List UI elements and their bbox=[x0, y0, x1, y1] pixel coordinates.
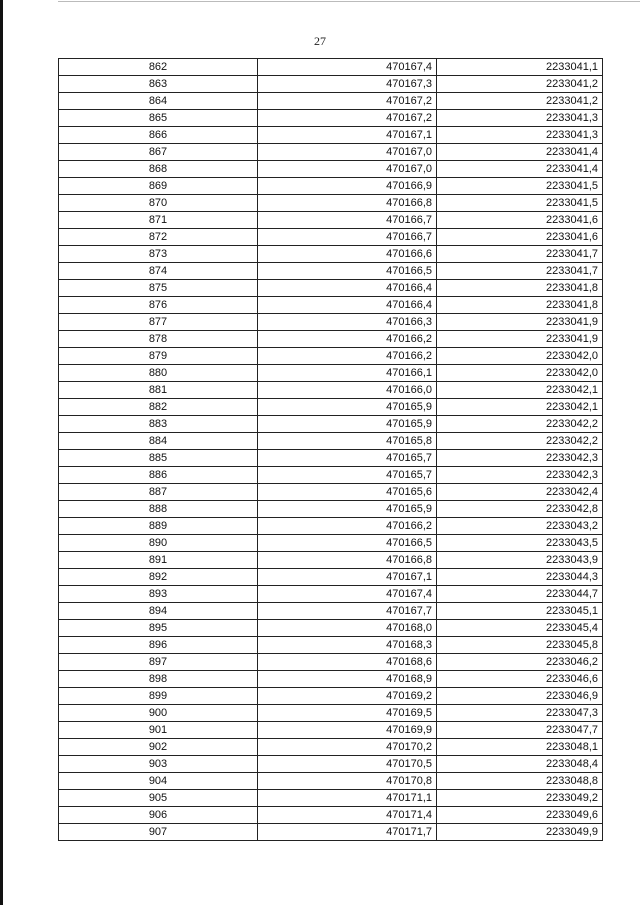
point-number-cell: 884 bbox=[59, 433, 258, 450]
y-coordinate-cell: 2233047,3 bbox=[437, 705, 603, 722]
table-row bbox=[59, 161, 603, 178]
coordinates-table bbox=[58, 58, 603, 841]
y-coordinate-cell: 2233042,0 bbox=[437, 365, 603, 382]
table-row bbox=[59, 535, 603, 552]
x-coordinate-cell: 470169,2 bbox=[258, 688, 437, 705]
y-coordinate-cell: 2233046,6 bbox=[437, 671, 603, 688]
y-coordinate-cell: 2233042,1 bbox=[437, 382, 603, 399]
table-row bbox=[59, 348, 603, 365]
y-coordinate-cell: 2233048,1 bbox=[437, 739, 603, 756]
table-row bbox=[59, 773, 603, 790]
point-number-cell: 882 bbox=[59, 399, 258, 416]
point-number-cell: 864 bbox=[59, 93, 258, 110]
y-coordinate-cell: 2233046,9 bbox=[437, 688, 603, 705]
x-coordinate-cell: 470165,9 bbox=[258, 416, 437, 433]
y-coordinate-cell: 2233049,9 bbox=[437, 824, 603, 841]
table-row bbox=[59, 450, 603, 467]
page-number: 27 bbox=[314, 34, 326, 48]
x-coordinate-cell: 470171,7 bbox=[258, 824, 437, 841]
top-rule bbox=[58, 1, 640, 2]
x-coordinate-cell: 470171,4 bbox=[258, 807, 437, 824]
y-coordinate-cell: 2233043,2 bbox=[437, 518, 603, 535]
x-coordinate-cell: 470169,5 bbox=[258, 705, 437, 722]
table-row bbox=[59, 76, 603, 93]
table-row bbox=[59, 739, 603, 756]
table-row bbox=[59, 637, 603, 654]
y-coordinate-cell: 2233043,9 bbox=[437, 552, 603, 569]
y-coordinate-cell: 2233045,8 bbox=[437, 637, 603, 654]
point-number-cell: 880 bbox=[59, 365, 258, 382]
x-coordinate-cell: 470166,8 bbox=[258, 552, 437, 569]
y-coordinate-cell: 2233042,2 bbox=[437, 416, 603, 433]
x-coordinate-cell: 470170,2 bbox=[258, 739, 437, 756]
point-number-cell: 891 bbox=[59, 552, 258, 569]
y-coordinate-cell: 2233041,8 bbox=[437, 280, 603, 297]
point-number-cell: 872 bbox=[59, 229, 258, 246]
x-coordinate-cell: 470171,1 bbox=[258, 790, 437, 807]
x-coordinate-cell: 470167,7 bbox=[258, 603, 437, 620]
table-row bbox=[59, 416, 603, 433]
x-coordinate-cell: 470167,4 bbox=[258, 59, 437, 76]
point-number-cell: 869 bbox=[59, 178, 258, 195]
table-row bbox=[59, 671, 603, 688]
point-number-cell: 865 bbox=[59, 110, 258, 127]
y-coordinate-cell: 2233041,3 bbox=[437, 110, 603, 127]
y-coordinate-cell: 2233042,3 bbox=[437, 450, 603, 467]
point-number-cell: 866 bbox=[59, 127, 258, 144]
point-number-cell: 883 bbox=[59, 416, 258, 433]
x-coordinate-cell: 470167,3 bbox=[258, 76, 437, 93]
table-row bbox=[59, 297, 603, 314]
point-number-cell: 874 bbox=[59, 263, 258, 280]
point-number-cell: 886 bbox=[59, 467, 258, 484]
y-coordinate-cell: 2233044,3 bbox=[437, 569, 603, 586]
x-coordinate-cell: 470165,9 bbox=[258, 501, 437, 518]
y-coordinate-cell: 2233041,7 bbox=[437, 263, 603, 280]
table-row bbox=[59, 484, 603, 501]
y-coordinate-cell: 2233041,5 bbox=[437, 195, 603, 212]
point-number-cell: 897 bbox=[59, 654, 258, 671]
table-row bbox=[59, 365, 603, 382]
x-coordinate-cell: 470169,9 bbox=[258, 722, 437, 739]
point-number-cell: 898 bbox=[59, 671, 258, 688]
y-coordinate-cell: 2233044,7 bbox=[437, 586, 603, 603]
y-coordinate-cell: 2233041,9 bbox=[437, 314, 603, 331]
y-coordinate-cell: 2233041,2 bbox=[437, 93, 603, 110]
x-coordinate-cell: 470166,0 bbox=[258, 382, 437, 399]
x-coordinate-cell: 470165,6 bbox=[258, 484, 437, 501]
table-row bbox=[59, 807, 603, 824]
point-number-cell: 903 bbox=[59, 756, 258, 773]
y-coordinate-cell: 2233049,6 bbox=[437, 807, 603, 824]
point-number-cell: 889 bbox=[59, 518, 258, 535]
y-coordinate-cell: 2233041,1 bbox=[437, 59, 603, 76]
y-coordinate-cell: 2233041,3 bbox=[437, 127, 603, 144]
table-row bbox=[59, 433, 603, 450]
y-coordinate-cell: 2233045,4 bbox=[437, 620, 603, 637]
table-row bbox=[59, 399, 603, 416]
table-row bbox=[59, 110, 603, 127]
y-coordinate-cell: 2233042,8 bbox=[437, 501, 603, 518]
table-row bbox=[59, 501, 603, 518]
table-row bbox=[59, 569, 603, 586]
x-coordinate-cell: 470166,3 bbox=[258, 314, 437, 331]
point-number-cell: 901 bbox=[59, 722, 258, 739]
table-row bbox=[59, 144, 603, 161]
y-coordinate-cell: 2233045,1 bbox=[437, 603, 603, 620]
x-coordinate-cell: 470166,8 bbox=[258, 195, 437, 212]
x-coordinate-cell: 470166,2 bbox=[258, 331, 437, 348]
table-row bbox=[59, 824, 603, 841]
x-coordinate-cell: 470168,3 bbox=[258, 637, 437, 654]
y-coordinate-cell: 2233042,1 bbox=[437, 399, 603, 416]
table-row bbox=[59, 688, 603, 705]
point-number-cell: 895 bbox=[59, 620, 258, 637]
binding-edge bbox=[0, 0, 3, 905]
point-number-cell: 896 bbox=[59, 637, 258, 654]
x-coordinate-cell: 470166,6 bbox=[258, 246, 437, 263]
y-coordinate-cell: 2233042,3 bbox=[437, 467, 603, 484]
table-row bbox=[59, 212, 603, 229]
x-coordinate-cell: 470166,5 bbox=[258, 535, 437, 552]
x-coordinate-cell: 470166,4 bbox=[258, 280, 437, 297]
table-row bbox=[59, 331, 603, 348]
table-row bbox=[59, 518, 603, 535]
table-row bbox=[59, 722, 603, 739]
x-coordinate-cell: 470167,4 bbox=[258, 586, 437, 603]
point-number-cell: 887 bbox=[59, 484, 258, 501]
point-number-cell: 894 bbox=[59, 603, 258, 620]
x-coordinate-cell: 470166,2 bbox=[258, 348, 437, 365]
point-number-cell: 899 bbox=[59, 688, 258, 705]
table-row bbox=[59, 705, 603, 722]
point-number-cell: 904 bbox=[59, 773, 258, 790]
y-coordinate-cell: 2233042,2 bbox=[437, 433, 603, 450]
y-coordinate-cell: 2233049,2 bbox=[437, 790, 603, 807]
table-row bbox=[59, 620, 603, 637]
y-coordinate-cell: 2233042,0 bbox=[437, 348, 603, 365]
point-number-cell: 892 bbox=[59, 569, 258, 586]
table-row bbox=[59, 263, 603, 280]
point-number-cell: 863 bbox=[59, 76, 258, 93]
x-coordinate-cell: 470165,8 bbox=[258, 433, 437, 450]
y-coordinate-cell: 2233043,5 bbox=[437, 535, 603, 552]
x-coordinate-cell: 470166,7 bbox=[258, 212, 437, 229]
y-coordinate-cell: 2233041,4 bbox=[437, 161, 603, 178]
x-coordinate-cell: 470168,9 bbox=[258, 671, 437, 688]
x-coordinate-cell: 470166,5 bbox=[258, 263, 437, 280]
y-coordinate-cell: 2233042,4 bbox=[437, 484, 603, 501]
point-number-cell: 875 bbox=[59, 280, 258, 297]
x-coordinate-cell: 470168,6 bbox=[258, 654, 437, 671]
x-coordinate-cell: 470167,0 bbox=[258, 144, 437, 161]
x-coordinate-cell: 470166,7 bbox=[258, 229, 437, 246]
y-coordinate-cell: 2233046,2 bbox=[437, 654, 603, 671]
y-coordinate-cell: 2233048,8 bbox=[437, 773, 603, 790]
y-coordinate-cell: 2233041,6 bbox=[437, 212, 603, 229]
y-coordinate-cell: 2233041,2 bbox=[437, 76, 603, 93]
point-number-cell: 876 bbox=[59, 297, 258, 314]
x-coordinate-cell: 470170,5 bbox=[258, 756, 437, 773]
table-row bbox=[59, 790, 603, 807]
point-number-cell: 888 bbox=[59, 501, 258, 518]
point-number-cell: 907 bbox=[59, 824, 258, 841]
x-coordinate-cell: 470167,2 bbox=[258, 110, 437, 127]
point-number-cell: 902 bbox=[59, 739, 258, 756]
table-row bbox=[59, 586, 603, 603]
point-number-cell: 905 bbox=[59, 790, 258, 807]
x-coordinate-cell: 470167,0 bbox=[258, 161, 437, 178]
point-number-cell: 871 bbox=[59, 212, 258, 229]
x-coordinate-cell: 470165,7 bbox=[258, 467, 437, 484]
y-coordinate-cell: 2233041,9 bbox=[437, 331, 603, 348]
point-number-cell: 873 bbox=[59, 246, 258, 263]
x-coordinate-cell: 470167,2 bbox=[258, 93, 437, 110]
table-row bbox=[59, 178, 603, 195]
table-row bbox=[59, 229, 603, 246]
table-row bbox=[59, 654, 603, 671]
table-row bbox=[59, 127, 603, 144]
table-row bbox=[59, 59, 603, 76]
table-row bbox=[59, 756, 603, 773]
y-coordinate-cell: 2233048,4 bbox=[437, 756, 603, 773]
point-number-cell: 878 bbox=[59, 331, 258, 348]
table-row bbox=[59, 603, 603, 620]
x-coordinate-cell: 470166,4 bbox=[258, 297, 437, 314]
point-number-cell: 862 bbox=[59, 59, 258, 76]
table-row bbox=[59, 467, 603, 484]
x-coordinate-cell: 470165,7 bbox=[258, 450, 437, 467]
y-coordinate-cell: 2233041,6 bbox=[437, 229, 603, 246]
point-number-cell: 868 bbox=[59, 161, 258, 178]
point-number-cell: 879 bbox=[59, 348, 258, 365]
table-row bbox=[59, 195, 603, 212]
point-number-cell: 877 bbox=[59, 314, 258, 331]
table-row bbox=[59, 314, 603, 331]
point-number-cell: 881 bbox=[59, 382, 258, 399]
x-coordinate-cell: 470165,9 bbox=[258, 399, 437, 416]
point-number-cell: 867 bbox=[59, 144, 258, 161]
table-row bbox=[59, 382, 603, 399]
x-coordinate-cell: 470168,0 bbox=[258, 620, 437, 637]
coordinates-table-body bbox=[59, 59, 603, 841]
point-number-cell: 885 bbox=[59, 450, 258, 467]
y-coordinate-cell: 2233041,8 bbox=[437, 297, 603, 314]
table-row bbox=[59, 93, 603, 110]
table-row bbox=[59, 246, 603, 263]
y-coordinate-cell: 2233041,7 bbox=[437, 246, 603, 263]
point-number-cell: 900 bbox=[59, 705, 258, 722]
point-number-cell: 890 bbox=[59, 535, 258, 552]
point-number-cell: 906 bbox=[59, 807, 258, 824]
x-coordinate-cell: 470170,8 bbox=[258, 773, 437, 790]
x-coordinate-cell: 470166,9 bbox=[258, 178, 437, 195]
x-coordinate-cell: 470167,1 bbox=[258, 127, 437, 144]
x-coordinate-cell: 470166,1 bbox=[258, 365, 437, 382]
y-coordinate-cell: 2233041,5 bbox=[437, 178, 603, 195]
y-coordinate-cell: 2233047,7 bbox=[437, 722, 603, 739]
point-number-cell: 870 bbox=[59, 195, 258, 212]
x-coordinate-cell: 470166,2 bbox=[258, 518, 437, 535]
table-row bbox=[59, 280, 603, 297]
point-number-cell: 893 bbox=[59, 586, 258, 603]
x-coordinate-cell: 470167,1 bbox=[258, 569, 437, 586]
y-coordinate-cell: 2233041,4 bbox=[437, 144, 603, 161]
table-row bbox=[59, 552, 603, 569]
